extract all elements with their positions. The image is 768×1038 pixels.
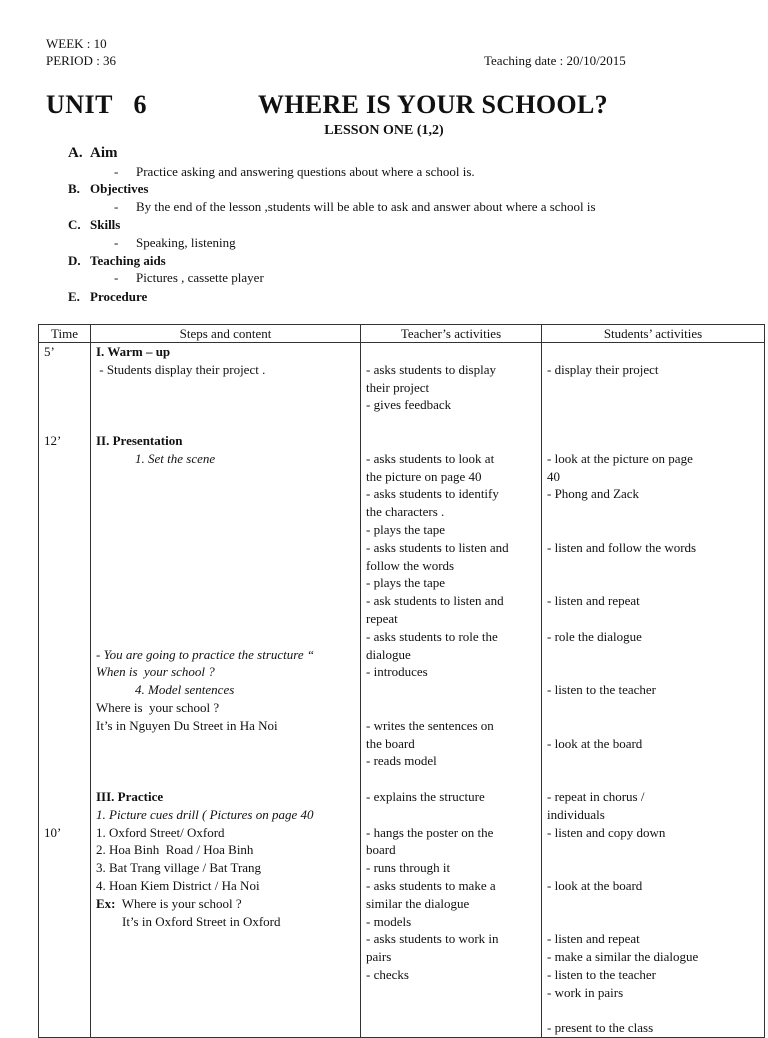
teacher-activity-line: - reads model <box>366 753 437 769</box>
section-skills: C. Skills <box>68 217 121 232</box>
student-activity-line: - listen and copy down <box>547 824 666 840</box>
step-line: 3. Bat Trang village / Bat Trang <box>96 860 262 876</box>
time-line <box>44 681 85 699</box>
student-activity-line <box>547 396 759 414</box>
teacher-activity-line <box>366 681 536 699</box>
teacher-activity-line: - gives feedback <box>366 397 452 413</box>
student-activity-line: - display their project <box>547 361 659 377</box>
time-line <box>44 788 85 806</box>
time-line <box>44 646 85 664</box>
teacher-activity-line: pairs <box>366 949 392 965</box>
section-procedure: E. Procedure <box>68 289 148 304</box>
teacher-activity-line: similar the dialogue <box>366 895 470 911</box>
steps-column <box>91 343 361 1038</box>
step-line: Where is your school ? <box>96 699 220 715</box>
skills-item: - Speaking, listening <box>114 235 236 250</box>
teacher-activity-line: - hangs the poster on the <box>366 824 494 840</box>
student-activity-line <box>547 610 759 628</box>
teacher-activity-line: - plays the tape <box>366 521 446 537</box>
step-line <box>96 379 355 397</box>
teacher-activity-line <box>366 806 536 824</box>
teacher-activity-line: their project <box>366 379 430 395</box>
step-line <box>96 770 355 788</box>
time-line: 5’ <box>44 344 55 359</box>
student-activity-line: - look at the picture on page <box>547 450 693 466</box>
teacher-activity-line: - asks students to identify <box>366 486 499 502</box>
week-label: WEEK : 10 <box>46 36 107 51</box>
student-activity-line: - listen to the teacher <box>547 966 657 982</box>
teacher-activity-line: - plays the tape <box>366 575 446 591</box>
time-column <box>39 343 91 1038</box>
teacher-activity-line <box>366 432 536 450</box>
student-activity-line: - present to the class <box>547 1020 654 1036</box>
teacher-activity-line: - asks students to role the <box>366 628 498 644</box>
step-line: 1. Oxford Street/ Oxford <box>96 824 225 840</box>
time-line <box>44 503 85 521</box>
teacher-column <box>361 343 542 1038</box>
student-activity-line <box>547 663 759 681</box>
student-activity-line: - look at the board <box>547 735 643 751</box>
time-line <box>44 539 85 557</box>
time-line <box>44 628 85 646</box>
time-line <box>44 574 85 592</box>
step-line: It’s in Oxford Street in Oxford <box>96 913 281 929</box>
time-line <box>44 361 85 379</box>
teacher-activity-line <box>366 770 536 788</box>
student-activity-line: - listen and repeat <box>547 931 640 947</box>
step-line: 2. Hoa Binh Road / Hoa Binh <box>96 842 254 858</box>
time-line: 12’ <box>44 432 62 448</box>
step-line <box>96 468 355 486</box>
teaching-aids-item: - Pictures , cassette player <box>114 270 264 285</box>
time-line <box>44 414 85 432</box>
step-line <box>96 485 355 503</box>
student-activity-line <box>547 752 759 770</box>
time-line <box>44 379 85 397</box>
section-objectives: B. Objectives <box>68 181 149 196</box>
header-students: Students’ activities <box>542 325 765 343</box>
teacher-activity-line: the picture on page 40 <box>366 468 482 484</box>
step-line <box>96 414 355 432</box>
teacher-activity-line: - explains the structure <box>366 788 485 804</box>
student-activity-line <box>547 343 759 361</box>
student-activity-line <box>547 379 759 397</box>
student-activity-line <box>547 574 759 592</box>
header-time: Time <box>39 325 91 343</box>
student-activity-line: - make a similar the dialogue <box>547 949 699 965</box>
student-activity-line: - role the dialogue <box>547 628 642 644</box>
student-activity-line <box>547 503 759 521</box>
student-activity-line: - Phong and Zack <box>547 486 640 502</box>
step-line <box>96 396 355 414</box>
teacher-activity-line: - asks students to work in <box>366 931 499 947</box>
step-line: 1. Picture cues drill ( Pictures on page 40 <box>96 806 314 822</box>
step-line: 4. Model sentences <box>96 682 235 698</box>
student-activity-line <box>547 521 759 539</box>
teacher-activity-line: - asks students to look at <box>366 450 495 466</box>
teacher-activity-line: - checks <box>366 966 409 982</box>
student-activity-line <box>547 557 759 575</box>
teacher-activity-line: repeat <box>366 610 398 626</box>
unit-title: WHERE IS YOUR SCHOOL? <box>258 90 608 119</box>
section-aim: A. Aim <box>68 145 118 161</box>
student-activity-line <box>547 1001 759 1019</box>
teacher-activity-line: - asks students to listen and <box>366 539 509 555</box>
student-activity-line <box>547 841 759 859</box>
step-line: Ex: Where is your school ? <box>96 895 242 911</box>
students-column <box>542 343 765 1038</box>
student-activity-line: 40 <box>547 468 560 484</box>
time-line <box>44 485 85 503</box>
time-line <box>44 770 85 788</box>
student-activity-line: - listen and follow the words <box>547 539 697 555</box>
student-activity-line <box>547 895 759 913</box>
teacher-activity-line: board <box>366 842 396 858</box>
student-activity-line <box>547 717 759 735</box>
time-line <box>44 396 85 414</box>
step-line <box>96 592 355 610</box>
student-activity-line: - look at the board <box>547 877 643 893</box>
step-line: - Students display their project . <box>96 361 266 377</box>
student-activity-line <box>547 699 759 717</box>
student-activity-line: - listen and repeat <box>547 593 640 609</box>
time-line <box>44 521 85 539</box>
teaching-date: Teaching date : 20/10/2015 <box>484 53 626 68</box>
step-line: 1. Set the scene <box>96 450 216 466</box>
time-line <box>44 468 85 486</box>
student-activity-line <box>547 770 759 788</box>
student-activity-line <box>547 859 759 877</box>
objectives-item: - By the end of the lesson ,students will be able to ask and answer about where a school is <box>114 199 596 214</box>
section-teaching-aids: D. Teaching aids <box>68 253 166 268</box>
time-line <box>44 735 85 753</box>
step-line: It’s in Nguyen Du Street in Ha Noi <box>96 717 278 733</box>
step-line <box>96 539 355 557</box>
step-line <box>96 521 355 539</box>
student-activity-line <box>547 646 759 664</box>
teacher-activity-line: the board <box>366 735 415 751</box>
student-activity-line: - listen to the teacher <box>547 682 657 698</box>
teacher-activity-line <box>366 699 536 717</box>
step-line: I. Warm – up <box>96 344 171 359</box>
step-line <box>96 503 355 521</box>
student-activity-line: - repeat in chorus / <box>547 788 645 804</box>
step-line: - You are going to practice the structure “ <box>96 646 315 662</box>
period-label: PERIOD : 36 <box>46 53 117 68</box>
teacher-activity-line: - models <box>366 913 412 929</box>
step-line: II. Presentation <box>96 432 183 448</box>
step-line: III. Practice <box>96 788 164 804</box>
time-line <box>44 450 85 468</box>
step-line <box>96 628 355 646</box>
time-line <box>44 557 85 575</box>
teacher-activity-line: - introduces <box>366 664 428 680</box>
step-line <box>96 735 355 753</box>
time-line <box>44 699 85 717</box>
step-line <box>96 557 355 575</box>
student-activity-line: - work in pairs <box>547 984 624 1000</box>
time-line <box>44 610 85 628</box>
student-activity-line <box>547 414 759 432</box>
teacher-activity-line: - asks students to display <box>366 361 496 377</box>
teacher-activity-line: - runs through it <box>366 860 451 876</box>
teacher-activity-line: - asks students to make a <box>366 877 496 893</box>
header-steps: Steps and content <box>91 325 361 343</box>
step-line <box>96 610 355 628</box>
teacher-activity-line: dialogue <box>366 646 411 662</box>
time-line <box>44 717 85 735</box>
header-teacher: Teacher’s activities <box>361 325 542 343</box>
teacher-activity-line: the characters . <box>366 504 445 520</box>
table-header-row <box>39 325 765 343</box>
procedure-table <box>38 324 765 1038</box>
step-line: 4. Hoan Kiem District / Ha Noi <box>96 877 260 893</box>
teacher-activity-line: follow the words <box>366 557 455 573</box>
lesson-title: LESSON ONE (1,2) <box>324 123 444 138</box>
teacher-activity-line: - writes the sentences on <box>366 717 494 733</box>
table-row <box>39 343 765 1038</box>
time-line: 10’ <box>44 824 62 840</box>
step-line <box>96 752 355 770</box>
unit-number: UNIT 6 <box>46 90 148 119</box>
teacher-activity-line: - ask students to listen and <box>366 593 504 609</box>
teacher-activity-line <box>366 414 536 432</box>
time-line <box>44 806 85 824</box>
student-activity-line <box>547 432 759 450</box>
time-line <box>44 752 85 770</box>
step-line: When is your school ? <box>96 664 215 680</box>
time-line <box>44 592 85 610</box>
aim-item: - Practice asking and answering questions about where a school is. <box>114 164 475 179</box>
step-line <box>96 574 355 592</box>
time-line <box>44 663 85 681</box>
student-activity-line <box>547 913 759 931</box>
student-activity-line: individuals <box>547 806 605 822</box>
teacher-activity-line <box>366 343 536 361</box>
